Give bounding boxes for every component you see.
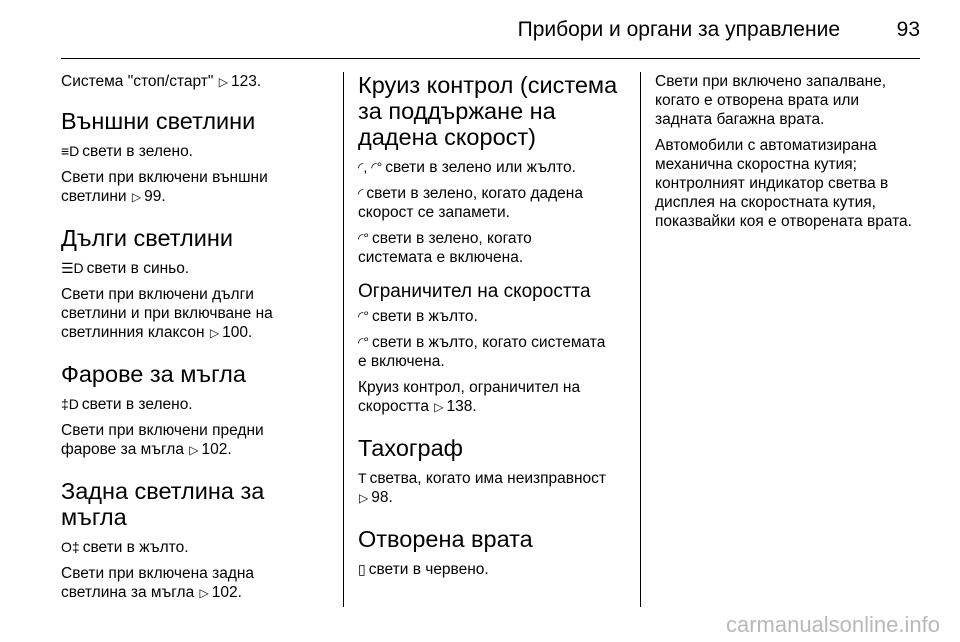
cruise-control-icon: ◜, ◜° — [358, 159, 383, 175]
high-beam-description: Свети при включени дълги светлини и при включване на светлинния клаксон ▷ 100. — [61, 286, 273, 341]
cruise-system-on: ◜° свети в зелено, когато системата е включена. — [358, 230, 532, 266]
cruise-control-icon: ◜ — [358, 185, 364, 201]
section-heading-exterior-lights: Външни светлини — [61, 108, 256, 134]
page-ref-arrow-icon: ▷ — [218, 75, 228, 89]
limiter-system-on: ◜° свети в жълто, когато системата е включена. — [358, 334, 606, 370]
door-open-icon: ▯ — [358, 561, 366, 577]
tachograph-indicator: T светва, когато има неизправност ▷ 98. — [358, 470, 606, 506]
section-heading-fog-lights: Фарове за мъгла — [61, 361, 246, 387]
page-number: 93 — [896, 18, 920, 41]
speed-limiter-icon: ◜° — [358, 308, 370, 324]
column-middle — [358, 72, 630, 586]
high-beam-indicator: ☰D свети в синьо. — [61, 260, 190, 277]
column-right — [655, 72, 930, 238]
page-ref-arrow-icon: ▷ — [209, 326, 220, 340]
exterior-lights-indicator: ≡D свети в зелено. — [61, 143, 193, 160]
column-divider — [640, 72, 641, 607]
watermark: carmanualsonline.info — [725, 612, 940, 637]
exterior-lights-icon: ≡D — [61, 143, 80, 159]
page-ref-arrow-icon: ▷ — [189, 443, 199, 457]
door-open-indicator: ▯ свети в червено. — [358, 561, 489, 578]
fog-lights-description: Свети при включени предни фарове за мъгла ▷ 102. — [61, 422, 264, 458]
page-ref-arrow-icon: ▷ — [359, 491, 369, 505]
automated-gearbox-note: Автомобили с автоматизирана механична скоростна кутия; контролният индикатор светва в дисплея на скоростната кутия, показвайки коя е отворената врата. — [655, 137, 912, 230]
limiter-reference: Круиз контрол, ограничител на скоростта ▷ 138. — [358, 379, 581, 415]
page-ref-arrow-icon: ▷ — [434, 400, 444, 414]
speed-limiter-icon: ◜° — [358, 334, 370, 350]
rear-fog-light-icon: O‡ — [61, 539, 80, 555]
door-open-description: Свети при включено запалване, когато е отворена врата или задната багажна врата. — [655, 73, 887, 128]
page-ref-arrow-icon: ▷ — [199, 586, 209, 600]
fog-lights-indicator: ‡D свети в зелено. — [61, 396, 193, 413]
header-rule — [61, 58, 920, 59]
cruise-control-icon: ◜° — [358, 230, 370, 246]
rear-fog-indicator: O‡ свети в жълто. — [61, 539, 189, 556]
page-header — [0, 0, 960, 62]
exterior-lights-description: Свети при включени външни светлини ▷ 99. — [61, 169, 268, 205]
rear-fog-description: Свети при включена задна светлина за мъгла ▷ 102. — [61, 565, 255, 601]
cruise-stored-speed: ◜ свети в зелено, когато дадена скорост се запамети. — [358, 185, 583, 221]
cruise-indicator: ◜, ◜° свети в зелено или жълто. — [358, 159, 576, 176]
section-heading-rear-fog-light: Задна светлина за мъгла — [61, 478, 265, 530]
section-heading-speed-limiter: Ограничител на скоростта — [358, 281, 591, 302]
page-title: Прибори и органи за управление — [517, 18, 840, 41]
section-heading-high-beam: Дълги светлини — [61, 225, 233, 251]
high-beam-icon: ☰D — [61, 260, 84, 276]
page-ref-arrow-icon: ▷ — [131, 190, 142, 204]
column-divider — [343, 72, 344, 607]
fog-light-icon: ‡D — [61, 396, 79, 412]
section-heading-door-open: Отворена врата — [358, 526, 533, 552]
tachograph-icon: T — [358, 470, 367, 486]
column-left — [61, 72, 333, 610]
section-heading-cruise-control: Круиз контрол (система за поддържане на дадена скорост) — [358, 72, 618, 150]
limiter-indicator: ◜° свети в жълто. — [358, 308, 478, 325]
stop-start-reference: Система "стоп/старт" ▷ 123. — [61, 73, 262, 90]
section-heading-tachograph: Тахограф — [358, 435, 463, 461]
